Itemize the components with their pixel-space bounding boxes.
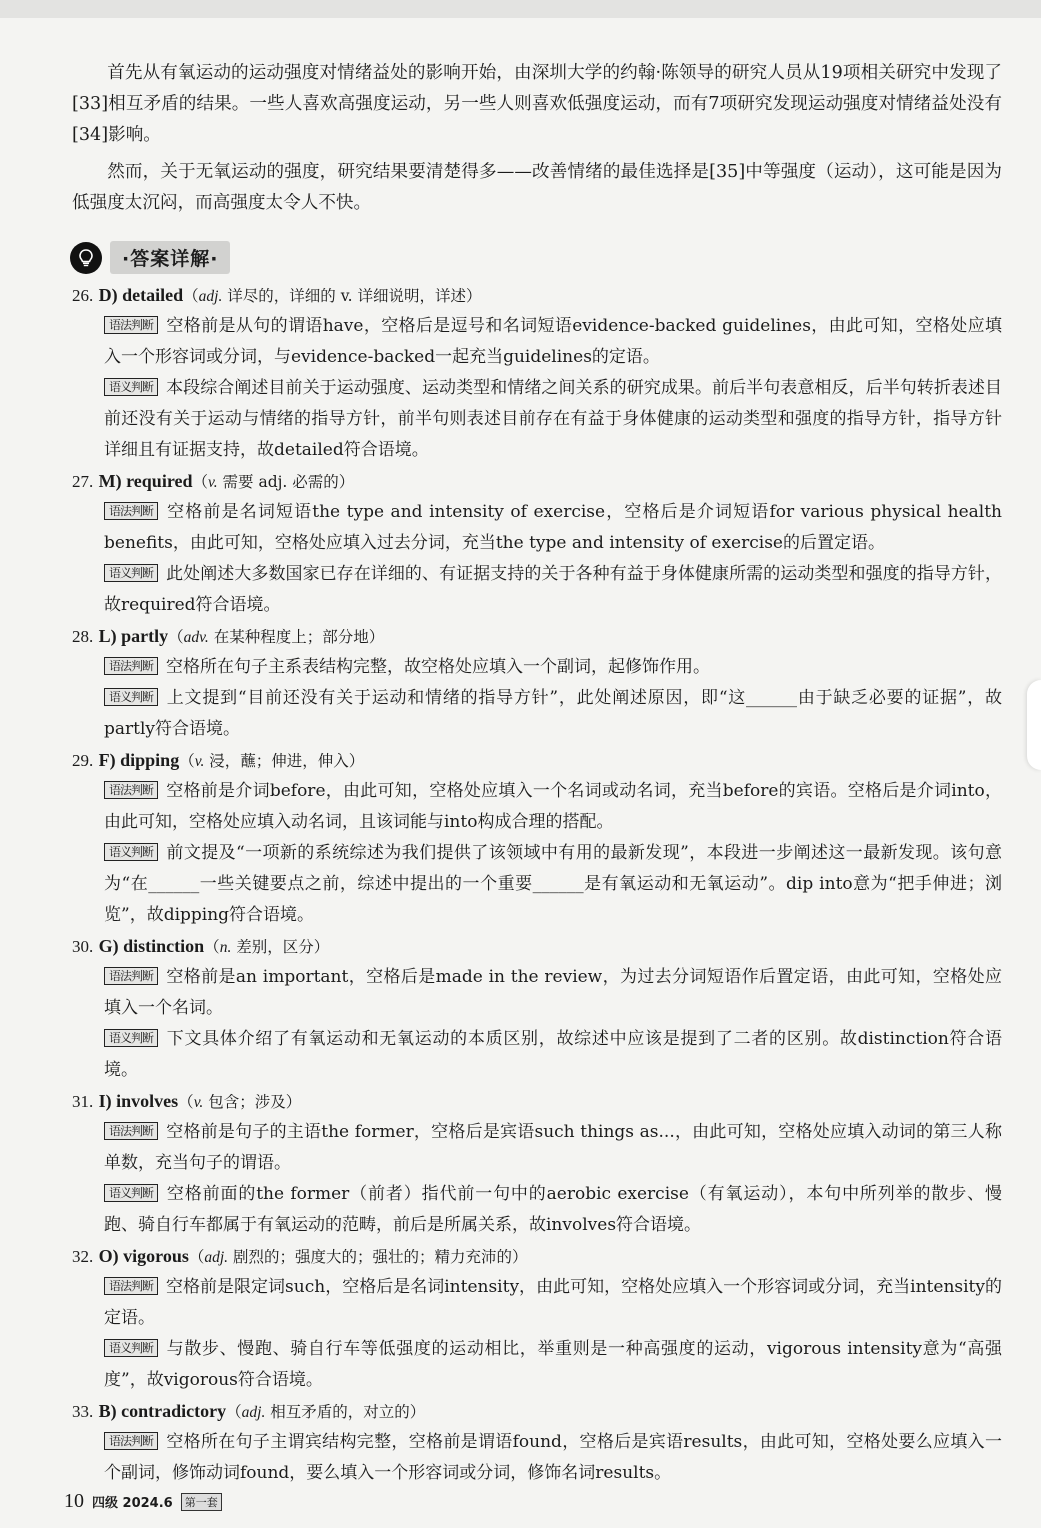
meaning-explanation [104,838,1002,931]
part-of-speech: v. [208,474,218,491]
answer-option: D) detailed [98,285,184,305]
meaning-text: 空格前面的the former（前者）指代前一句中的aerobic exercise（有氧运动），本句中所列举的散步、慢跑、骑自行车都属于有氧运动的范畴，前后是所属关系，故involves符合语境。 [104,1184,1002,1235]
content [72,58,1002,1489]
answer-heading [72,466,1002,497]
grammar-tag: 语法判断 [104,1122,158,1140]
grammar-tag: 语法判断 [104,1432,158,1450]
item-number: 26. [72,286,94,305]
answer-list [72,280,1002,1489]
answer-heading [72,1396,1002,1427]
scroll-edge-handle[interactable] [1027,680,1041,770]
meaning-tag: 语义判断 [104,1029,158,1047]
grammar-text: 空格所在句子主系表结构完整，故空格处应填入一个副词，起修饰作用。 [166,657,711,677]
gloss-open: （ [178,1093,194,1111]
edition-badge: 第一套 [181,1493,222,1511]
part-of-speech: adj. [241,1404,266,1421]
grammar-tag: 语法判断 [104,1277,158,1295]
word-gloss: 在某种程度上；部分地） [208,628,385,646]
part-of-speech: adj. [198,288,223,305]
item-number: 28. [72,627,94,646]
gloss-open: （ [188,1248,205,1266]
intro-paragraph-2: 然而，关于无氧运动的强度，研究结果要清楚得多——改善情绪的最佳选择是[35]中等强度（运动），这可能是因为低强度太沉闷，而高强度太令人不快。 [72,162,1002,213]
answer-option: F) dipping [98,750,180,770]
answer-item [72,745,1002,931]
item-number: 27. [72,472,94,491]
item-number: 30. [72,937,94,956]
answer-option: G) distinction [98,936,205,956]
meaning-tag: 语义判断 [104,378,158,396]
meaning-text: 与散步、慢跑、骑自行车等低强度的运动相比，举重则是一种高强度的运动，vigorous intensity意为“高强度”，故vigorous符合语境。 [104,1339,1002,1390]
intro-paragraph-1: 首先从有氧运动的运动强度对情绪益处的影响开始，由深圳大学的约翰·陈领导的研究人员从19项相关研究中发现了[33]相互矛盾的结果。一些人喜欢高强度运动，另一些人则喜欢低强度运动，而有7项研究发现运动强度对情绪益处没有[34]影响。 [72,63,1002,145]
grammar-explanation [104,311,1002,373]
grammar-tag: 语法判断 [104,657,158,675]
top-shadow [0,0,1041,18]
grammar-tag: 语法判断 [104,502,158,520]
gloss-open: （ [168,628,184,646]
gloss-open: （ [179,752,195,770]
page-footer [64,1490,222,1513]
grammar-tag: 语法判断 [104,316,158,334]
answer-heading [72,931,1002,962]
answer-option: B) contradictory [98,1401,227,1421]
meaning-tag: 语义判断 [104,1339,158,1357]
part-of-speech: v. [193,1094,204,1111]
part-of-speech: n. [219,939,232,956]
item-number: 29. [72,751,94,770]
meaning-tag: 语义判断 [104,564,158,582]
part-of-speech: adj. [204,1249,229,1266]
gloss-open: （ [192,473,208,491]
word-gloss: 包含；涉及） [203,1093,302,1111]
answer-option: L) partly [98,626,169,646]
gloss-open: （ [204,938,220,956]
grammar-text: 空格前是限定词such，空格后是名词intensity，由此可知，空格处应填入一个形容词或分词，充当intensity的定语。 [104,1277,1002,1328]
meaning-text: 此处阐述大多数国家已存在详细的、有证据支持的关于各种有益于身体健康所需的运动类型和强度的指导方针，故required符合语境。 [104,564,1002,615]
section-title: ·答案详解· [110,241,230,274]
grammar-explanation [104,1427,1002,1489]
word-gloss: 差别，区分） [231,938,330,956]
answer-item [72,931,1002,1086]
grammar-explanation [104,1117,1002,1179]
answer-heading [72,745,1002,776]
grammar-tag: 语法判断 [104,781,158,799]
part-of-speech: v. [194,753,205,770]
word-gloss: 详尽的，详细的 v. 详细说明，详述） [222,287,482,305]
meaning-explanation [104,373,1002,466]
meaning-explanation [104,559,1002,621]
meaning-explanation [104,1334,1002,1396]
grammar-text: 空格前是介词before，由此可知，空格处应填入一个名词或动名词，充当before的宾语。空格后是介词into，由此可知，空格处应填入动名词，且该词能与into构成合理的搭配。 [104,781,1002,832]
answer-item [72,466,1002,621]
grammar-text: 空格前是an important，空格后是made in the review，为过去分词短语作后置定语，由此可知，空格处应填入一个名词。 [104,967,1002,1018]
answer-item [72,1241,1002,1396]
item-number: 31. [72,1092,94,1111]
grammar-text: 空格前是句子的主语the former，空格后是宾语such things as...，由此可知，空格处应填入动词的第三人称单数，充当句子的谓语。 [104,1122,1002,1173]
meaning-explanation [104,1024,1002,1086]
grammar-explanation [104,776,1002,838]
grammar-explanation [104,652,1002,683]
grammar-text: 空格前是从句的谓语have，空格后是逗号和名词短语evidence-backed guidelines，由此可知，空格处应填入一个形容词或分词，与evidence-backed一起充当guidelines的定语。 [104,316,1002,367]
publication-label: 四级 2024.6 [92,1496,173,1511]
meaning-text: 上文提到“目前还没有关于运动和情绪的指导方针”，此处阐述原因，即“这______由于缺乏必要的证据”，故partly符合语境。 [104,688,1002,739]
meaning-explanation [104,683,1002,745]
grammar-text: 空格前是名词短语the type and intensity of exercise，空格后是介词短语for various physical health benefits，由此可知，空格处应填入过去分词，充当the type and intensity of exercise的后置定语。 [104,502,1002,553]
meaning-explanation [104,1179,1002,1241]
grammar-explanation [104,962,1002,1024]
gloss-open: （ [226,1403,242,1421]
section-header [70,241,1002,274]
answer-option: M) required [98,471,193,491]
item-number: 33. [72,1402,94,1421]
answer-item [72,1396,1002,1489]
meaning-text: 前文提及“一项新的系统综述为我们提供了该领域中有用的最新发现”，本段进一步阐述这一最新发现。该句意为“在______一些关键要点之前，综述中提出的一个重要______是有氧运动和无氧运动”。dip into意为“把手伸进；浏览”，故dipping符合语境。 [104,843,1002,925]
answer-item [72,621,1002,745]
grammar-text: 空格所在句子主谓宾结构完整，空格前是谓语found，空格后是宾语results，由此可知，空格处要么应填入一个副词，修饰动词found，要么填入一个形容词或分词，修饰名词results。 [104,1432,1002,1483]
gloss-open: （ [183,287,199,305]
answer-heading [72,280,1002,311]
item-number: 32. [72,1247,94,1266]
meaning-text: 下文具体介绍了有氧运动和无氧运动的本质区别，故综述中应该是提到了二者的区别。故distinction符合语境。 [104,1029,1002,1080]
meaning-tag: 语义判断 [104,1184,158,1202]
answer-heading [72,621,1002,652]
meaning-tag: 语义判断 [104,843,158,861]
part-of-speech: adv. [183,629,209,646]
meaning-tag: 语义判断 [104,688,158,706]
lightbulb-icon [70,242,102,274]
grammar-explanation [104,1272,1002,1334]
word-gloss: 剧烈的；强度大的；强壮的；精力充沛的） [228,1248,528,1266]
answer-heading [72,1086,1002,1117]
answer-item [72,1086,1002,1241]
meaning-text: 本段综合阐述目前关于运动强度、运动类型和情绪之间关系的研究成果。前后半句表意相反，后半句转折表述目前还没有关于运动与情绪的指导方针，前半句则表述目前存在有益于身体健康的运动类型和强度的指导方针，指导方针详细且有证据支持，故detailed符合语境。 [104,378,1002,460]
word-gloss: 相互矛盾的，对立的） [265,1403,426,1421]
word-gloss: 需要 adj. 必需的） [217,473,355,491]
grammar-explanation [104,497,1002,559]
grammar-tag: 语法判断 [104,967,158,985]
answer-item [72,280,1002,466]
word-gloss: 浸，蘸；伸进，伸入） [204,752,365,770]
page-number: 10 [64,1490,84,1512]
answer-option: O) vigorous [98,1246,189,1266]
answer-heading [72,1241,1002,1272]
answer-option: I) involves [98,1091,179,1111]
